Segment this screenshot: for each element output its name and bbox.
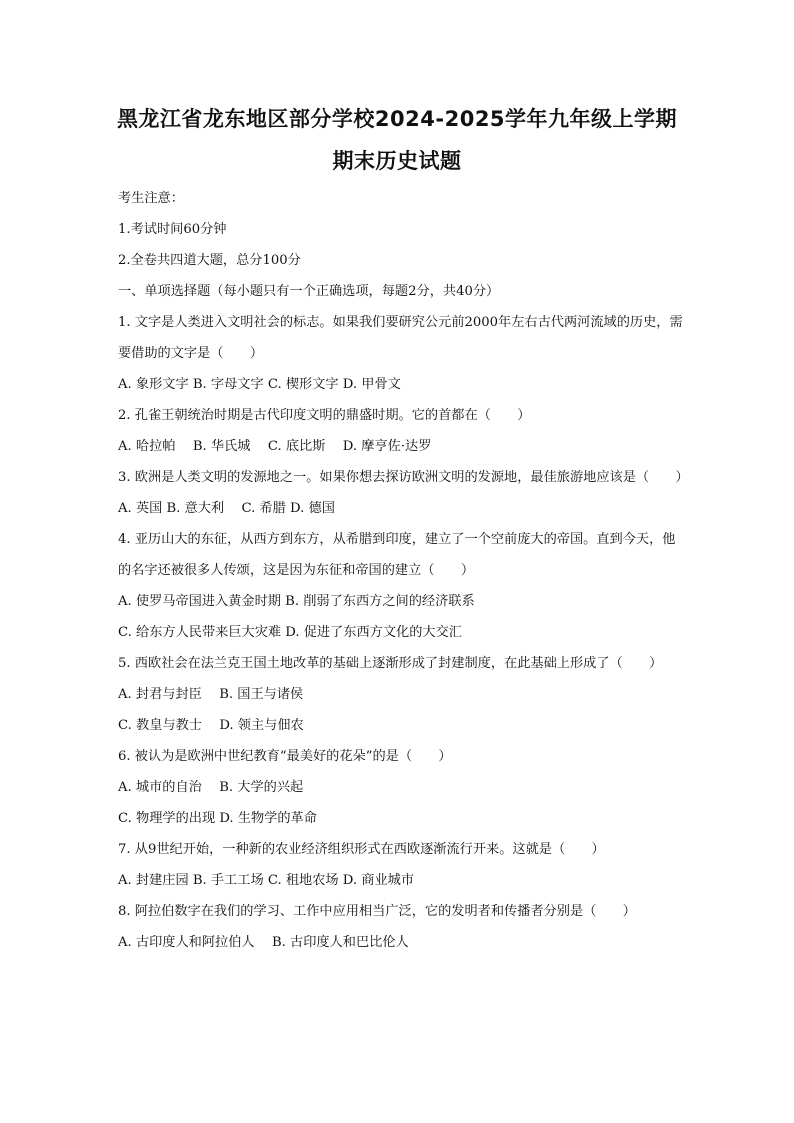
question-8-options-ab: A. 古印度人和阿拉伯人 B. 古印度人和巴比伦人 <box>118 935 409 950</box>
question-3-options: A. 英国 B. 意大利 C. 希腊 D. 德国 <box>118 501 335 516</box>
question-1-stem: 1. 文字是人类进入文明社会的标志。如果我们要研究公元前2000年左右古代两河流域的历史，需要借助的文字是（ ） <box>118 315 683 361</box>
question-7-options: A. 封建庄园 B. 手工工场 C. 租地农场 D. 商业城市 <box>118 873 415 888</box>
question-3-stem: 3. 欧洲是人类文明的发源地之一。如果你想去探访欧洲文明的发源地，最佳旅游地应该是（ ） <box>118 470 689 485</box>
question-5-options-cd: C. 教皇与教士 D. 领主与佃农 <box>118 718 304 733</box>
question-5-stem: 5. 西欧社会在法兰克王国土地改革的基础上逐渐形成了封建制度，在此基础上形成了（ ） <box>118 656 663 671</box>
note-total-score: 2.全卷共四道大题，总分100分 <box>118 253 301 268</box>
question-4-stem: 4. 亚历山大的东征，从西方到东方，从希腊到印度，建立了一个空前庞大的帝国。直到今天，他的名字还被很多人传颂，这是因为东征和帝国的建立（ ） <box>118 532 676 578</box>
note-exam-time: 1.考试时间60分钟 <box>118 222 227 237</box>
notes-heading: 考生注意： <box>118 191 184 206</box>
exam-body <box>118 183 689 958</box>
question-5-options-ab: A. 封君与封臣 B. 国王与诸侯 <box>118 687 304 702</box>
document-title-line1: 黑龙江省龙东地区部分学校2024-2025学年九年级上学期 <box>116 107 678 131</box>
question-8-stem: 8. 阿拉伯数字在我们的学习、工作中应用相当广泛，它的发明者和传播者分别是（ ） <box>118 904 636 919</box>
question-6-options-cd: C. 物理学的出现 D. 生物学的革命 <box>118 811 317 826</box>
question-2-stem: 2. 孔雀王朝统治时期是古代印度文明的鼎盛时期。它的首都在（ ） <box>118 408 531 423</box>
question-7-stem: 7. 从9世纪开始，一种新的农业经济组织形式在西欧逐渐流行开来。这就是（ ） <box>118 842 605 857</box>
section-heading-single-choice: 一、单项选择题（每小题只有一个正确选项，每题2分，共40分） <box>118 284 500 299</box>
question-1-options: A. 象形文字 B. 字母文字 C. 楔形文字 D. 甲骨文 <box>118 377 401 392</box>
question-6-stem: 6. 被认为是欧洲中世纪教育“最美好的花朵”的是（ ） <box>118 749 452 764</box>
question-6-options-ab: A. 城市的自治 B. 大学的兴起 <box>118 780 304 795</box>
document-title-line2: 期末历史试题 <box>332 149 462 173</box>
question-4-options-ab: A. 使罗马帝国进入黄金时期 B. 削弱了东西方之间的经济联系 <box>118 594 475 609</box>
question-4-options-cd: C. 给东方人民带来巨大灾难 D. 促进了东西方文化的大交汇 <box>118 625 462 640</box>
question-2-options: A. 哈拉帕 B. 华氏城 C. 底比斯 D. 摩亨佐·达罗 <box>118 439 432 454</box>
